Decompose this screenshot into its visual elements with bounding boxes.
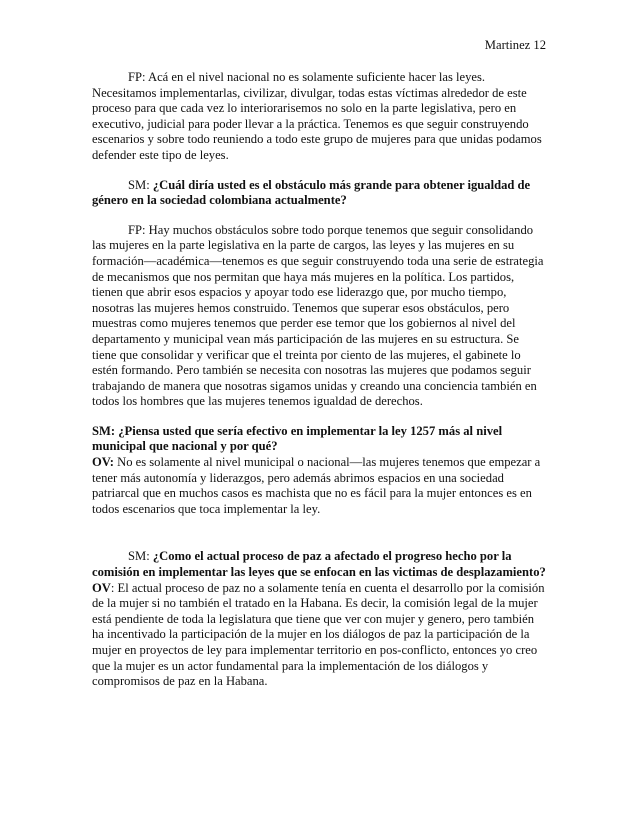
answer-text: : El actual proceso de paz no a solamente tenía en cuenta el desarrollo por la comisión de la mujer si no también el tratado en la Habana. Es decir, la comisión legal de la mujer está pendiente de toda la legislatura que tiene que ver con mujer y genero, pero también ha incentivado la participación de la mujer en los diálogos de paz la participación de la mujer en proyectos de ley para implementar territorio en pos-conflicto, entonces yo creo que la mujer es un actor fundamental para la implementación de los diálogos y compromisos de paz en la Habana. <box>92 580 545 689</box>
page-header: Martinez 12 <box>484 38 546 52</box>
question-text: ¿Piensa usted que sería efectivo en implementar la ley 1257 más al nivel municipal que nacional y por qué? <box>92 423 503 454</box>
speaker-label: SM: <box>128 549 150 564</box>
answer-speaker-label: OV <box>92 580 111 595</box>
speaker-label: FP: <box>128 222 146 237</box>
paragraph-fp-answer-2 <box>92 223 546 410</box>
paragraph-sm-question-3 <box>92 549 546 689</box>
paragraph-fp-answer-1 <box>92 70 546 164</box>
speaker-label: SM: <box>92 423 116 438</box>
question-text: ¿Cuál diría usted es el obstáculo más grande para obtener igualdad de género en la sociedad colombiana actualmente? <box>92 177 531 208</box>
question-text: ¿Como el actual proceso de paz a afectado el progreso hecho por la comisión en implementar las leyes que se enfocan en las victimas de desplazamiento? <box>92 549 546 580</box>
speaker-label: SM: <box>128 177 150 192</box>
answer-text: No es solamente al nivel municipal o nacional—las mujeres tenemos que empezar a tener más autonomía y liderazgos, pero además abrimos espacios en una sociedad patriarcal que en muchos casos es machista que no es fácil para la mujer entonces es en todos escenarios que toca implementar la ley. <box>92 455 541 516</box>
answer-text: Acá en el nivel nacional no es solamente suficiente hacer las leyes. Necesitamos implementarlas, civilizar, divulgar, todas estas víctimas alrededor de este proceso para que cada vez lo interiorarisemos no solo en la parte legislativa, pero en executivo, judicial para poder llevar a la práctica. Tenemos es que seguir construyendo escenarios y sobre todo reuniendo a todo este grupo de mujeres para que unidas podamos defender este tipo de leyes. <box>92 70 542 162</box>
speaker-label: FP: <box>128 70 146 84</box>
document-body <box>92 70 546 704</box>
answer-speaker-label: OV: <box>92 455 114 470</box>
answer-text: Hay muchos obstáculos sobre todo porque tenemos que seguir consolidando las mujeres en la parte legislativa en la parte de cargos, las leyes y las mujeres en su formación—académica—tenemos es que seguir construyendo toda una serie de estrategia de mecanismos que nos permitan que haya más mujeres en la política. Los partidos, tienen que abrir esos espacios y apoyar todo ese liderazgo que, por mucho tiempo, nosotras las mujeres hemos construido. Tenemos que superar esos obstáculos, pero muestras como mujeres tenemos que perder ese temor que los gobiernos al nivel del departamento y municipal vean más participación de las mujeres en su estructura. Se tiene que consolidar y verificar que el treinta por ciento de las mujeres, el gabinete lo estén formando. Pero también se necesita con nosotras las mujeres que podamos seguir trabajando de manera que nosotras sigamos unidas y creando una conciencia también en todos los hombres que las mujeres tenemos igualdad de derechos. <box>92 222 544 409</box>
paragraph-sm-question-1 <box>92 178 546 209</box>
paragraph-sm-question-2 <box>92 424 546 518</box>
spacer <box>92 531 546 549</box>
